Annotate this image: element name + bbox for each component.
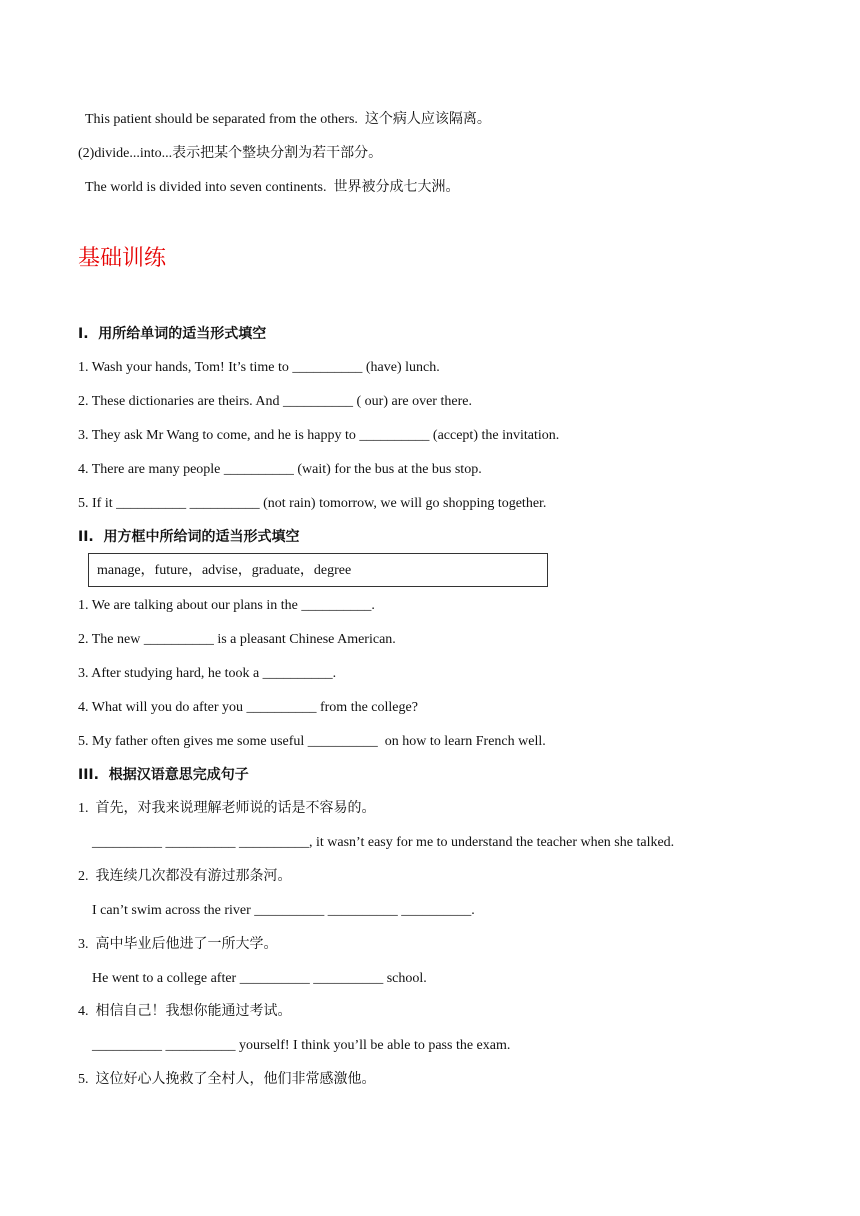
- part2-question-2: 2. The new __________ is a pleasant Chinese American.: [78, 632, 396, 647]
- word-box-words: manage，future，advise，graduate，degree: [97, 563, 352, 578]
- part3-question-2-en: I can’t swim across the river __________ __________ __________.: [92, 903, 475, 918]
- part2-question-4: 4. What will you do after you __________ from the college?: [78, 700, 418, 715]
- part3-question-4-cn: 4. 相信自己！我想你能通过考试。: [78, 1004, 292, 1019]
- part3-question-1-en: __________ __________ __________, it wasn’t easy for me to understand the teacher when she talked.: [92, 835, 675, 850]
- part2-question-1: 1. We are talking about our plans in the __________.: [78, 598, 375, 613]
- section-title: 基础训练: [78, 246, 167, 271]
- example-sentence-separate: This patient should be separated from the others. 这个病人应该隔离。: [85, 112, 491, 127]
- part1-question-1: 1. Wash your hands, Tom! It’s time to __________ (have) lunch.: [78, 360, 440, 375]
- part2-question-3: 3. After studying hard, he took a __________.: [78, 666, 337, 681]
- part2-heading: II. 用方框中所给词的适当形式填空: [78, 529, 300, 545]
- part3-question-4-en: __________ __________ yourself! I think you’ll be able to pass the exam.: [92, 1038, 511, 1053]
- part1-question-2: 2. These dictionaries are theirs. And __________ ( our) are over there.: [78, 394, 472, 409]
- example-sentence-divide: The world is divided into seven continents. 世界被分成七大洲。: [85, 180, 460, 195]
- part1-question-5: 5. If it __________ __________ (not rain) tomorrow, we will go shopping together.: [78, 496, 547, 511]
- part3-question-5-cn: 5. 这位好心人挽救了全村人，他们非常感激他。: [78, 1072, 376, 1087]
- part3-question-3-en: He went to a college after __________ __________ school.: [92, 971, 427, 986]
- part3-question-2-cn: 2. 我连续几次都没有游过那条河。: [78, 869, 292, 884]
- part3-heading: III. 根据汉语意思完成句子: [78, 767, 249, 783]
- part1-heading: I. 用所给单词的适当形式填空: [78, 326, 267, 342]
- part1-question-3: 3. They ask Mr Wang to come, and he is happy to __________ (accept) the invitation.: [78, 428, 560, 443]
- part2-question-5: 5. My father often gives me some useful __________ on how to learn French well.: [78, 734, 546, 749]
- grammar-point-divide-into: (2)divide...into...表示把某个整块分割为若干部分。: [78, 146, 383, 161]
- part3-question-1-cn: 1. 首先，对我来说理解老师说的话是不容易的。: [78, 801, 376, 816]
- word-box: [88, 553, 548, 587]
- part1-question-4: 4. There are many people __________ (wait) for the bus at the bus stop.: [78, 462, 482, 477]
- part3-question-3-cn: 3. 高中毕业后他进了一所大学。: [78, 937, 278, 952]
